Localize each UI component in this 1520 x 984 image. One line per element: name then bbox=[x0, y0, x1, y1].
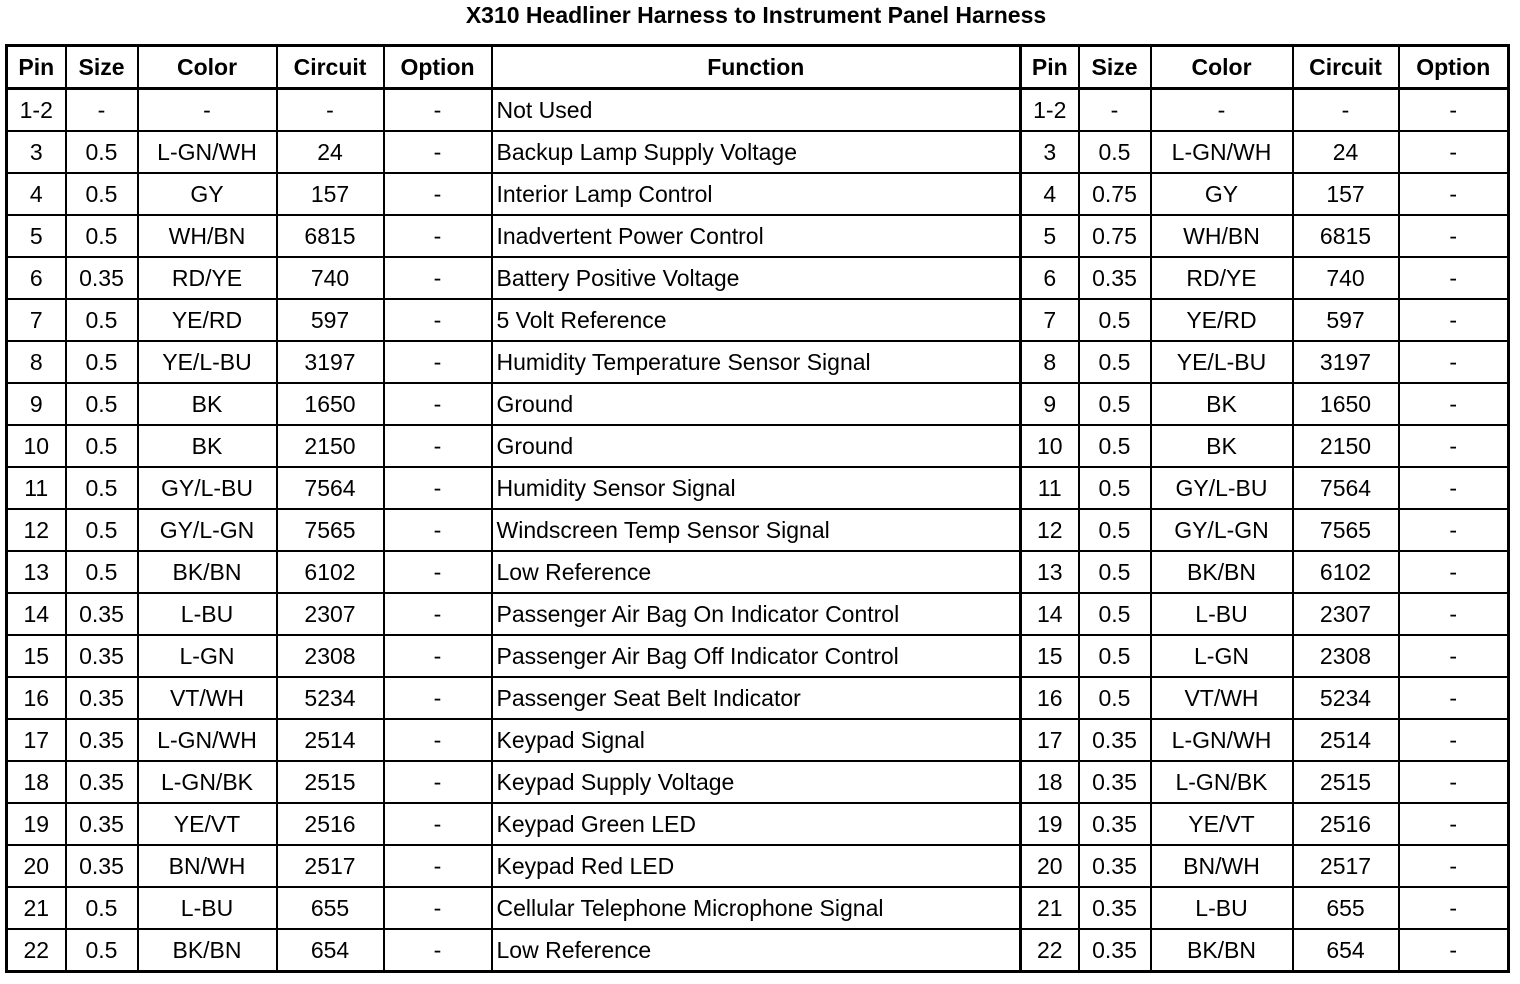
cell-size-2: 0.5 bbox=[1079, 467, 1151, 509]
cell-circuit-2: 24 bbox=[1293, 131, 1399, 173]
cell-color-2: WH/BN bbox=[1151, 215, 1293, 257]
table-row bbox=[7, 341, 1509, 383]
cell-size: 0.35 bbox=[66, 719, 138, 761]
cell-function: Backup Lamp Supply Voltage bbox=[492, 131, 1021, 173]
cell-circuit: 1650 bbox=[277, 383, 384, 425]
cell-circuit-2: 2308 bbox=[1293, 635, 1399, 677]
table-row bbox=[7, 845, 1509, 887]
cell-circuit-2: 5234 bbox=[1293, 677, 1399, 719]
cell-size: 0.5 bbox=[66, 929, 138, 972]
table-row bbox=[7, 551, 1509, 593]
cell-pin-2: 16 bbox=[1021, 677, 1079, 719]
cell-pin: 14 bbox=[7, 593, 66, 635]
cell-size-2: 0.75 bbox=[1079, 173, 1151, 215]
cell-color: L-GN/WH bbox=[138, 719, 277, 761]
cell-option: - bbox=[384, 887, 492, 929]
cell-size: 0.5 bbox=[66, 551, 138, 593]
cell-circuit: 597 bbox=[277, 299, 384, 341]
cell-option: - bbox=[384, 89, 492, 132]
cell-color: GY bbox=[138, 173, 277, 215]
cell-color: L-GN/BK bbox=[138, 761, 277, 803]
cell-pin-2: 14 bbox=[1021, 593, 1079, 635]
cell-size-2: 0.75 bbox=[1079, 215, 1151, 257]
table-row bbox=[7, 887, 1509, 929]
cell-size-2: 0.35 bbox=[1079, 803, 1151, 845]
cell-color: YE/VT bbox=[138, 803, 277, 845]
cell-pin-2: 9 bbox=[1021, 383, 1079, 425]
cell-size: 0.5 bbox=[66, 509, 138, 551]
header-row bbox=[7, 46, 1509, 89]
header-option: Option bbox=[384, 46, 492, 89]
cell-function: Low Reference bbox=[492, 551, 1021, 593]
cell-circuit: 2515 bbox=[277, 761, 384, 803]
cell-color: L-BU bbox=[138, 887, 277, 929]
table-row bbox=[7, 635, 1509, 677]
table-row bbox=[7, 803, 1509, 845]
cell-color-2: BN/WH bbox=[1151, 845, 1293, 887]
cell-pin-2: 6 bbox=[1021, 257, 1079, 299]
cell-pin: 6 bbox=[7, 257, 66, 299]
cell-option-2: - bbox=[1399, 551, 1509, 593]
cell-option-2: - bbox=[1399, 425, 1509, 467]
cell-option: - bbox=[384, 341, 492, 383]
cell-size-2: 0.5 bbox=[1079, 509, 1151, 551]
cell-circuit-2: 3197 bbox=[1293, 341, 1399, 383]
cell-option-2: - bbox=[1399, 635, 1509, 677]
cell-pin: 20 bbox=[7, 845, 66, 887]
cell-color-2: L-BU bbox=[1151, 593, 1293, 635]
cell-option: - bbox=[384, 509, 492, 551]
cell-size: 0.5 bbox=[66, 173, 138, 215]
cell-option: - bbox=[384, 845, 492, 887]
cell-size: - bbox=[66, 89, 138, 132]
cell-option-2: - bbox=[1399, 719, 1509, 761]
cell-pin: 1-2 bbox=[7, 89, 66, 132]
cell-size: 0.35 bbox=[66, 593, 138, 635]
cell-option: - bbox=[384, 719, 492, 761]
cell-pin-2: 18 bbox=[1021, 761, 1079, 803]
cell-circuit-2: 7565 bbox=[1293, 509, 1399, 551]
cell-function: Humidity Sensor Signal bbox=[492, 467, 1021, 509]
cell-pin-2: 21 bbox=[1021, 887, 1079, 929]
header-option-2: Option bbox=[1399, 46, 1509, 89]
cell-color-2: RD/YE bbox=[1151, 257, 1293, 299]
cell-pin-2: 15 bbox=[1021, 635, 1079, 677]
cell-color: WH/BN bbox=[138, 215, 277, 257]
cell-option-2: - bbox=[1399, 677, 1509, 719]
cell-pin-2: 1-2 bbox=[1021, 89, 1079, 132]
cell-size: 0.5 bbox=[66, 131, 138, 173]
cell-function: Windscreen Temp Sensor Signal bbox=[492, 509, 1021, 551]
cell-circuit: 24 bbox=[277, 131, 384, 173]
cell-circuit: 2307 bbox=[277, 593, 384, 635]
cell-circuit: 7564 bbox=[277, 467, 384, 509]
cell-pin-2: 17 bbox=[1021, 719, 1079, 761]
table-row bbox=[7, 425, 1509, 467]
cell-pin-2: 20 bbox=[1021, 845, 1079, 887]
header-circuit-2: Circuit bbox=[1293, 46, 1399, 89]
cell-circuit: 6815 bbox=[277, 215, 384, 257]
cell-circuit: 3197 bbox=[277, 341, 384, 383]
cell-size: 0.5 bbox=[66, 425, 138, 467]
cell-pin: 7 bbox=[7, 299, 66, 341]
cell-size-2: 0.5 bbox=[1079, 341, 1151, 383]
cell-circuit: 157 bbox=[277, 173, 384, 215]
cell-color-2: GY/L-GN bbox=[1151, 509, 1293, 551]
cell-color-2: L-GN bbox=[1151, 635, 1293, 677]
cell-function: Passenger Air Bag Off Indicator Control bbox=[492, 635, 1021, 677]
cell-size-2: 0.35 bbox=[1079, 257, 1151, 299]
cell-pin: 3 bbox=[7, 131, 66, 173]
cell-option-2: - bbox=[1399, 89, 1509, 132]
table-row bbox=[7, 383, 1509, 425]
cell-pin: 5 bbox=[7, 215, 66, 257]
cell-option: - bbox=[384, 635, 492, 677]
cell-color-2: GY/L-BU bbox=[1151, 467, 1293, 509]
cell-color: L-BU bbox=[138, 593, 277, 635]
cell-pin-2: 19 bbox=[1021, 803, 1079, 845]
cell-size: 0.35 bbox=[66, 803, 138, 845]
cell-circuit-2: 157 bbox=[1293, 173, 1399, 215]
cell-pin-2: 7 bbox=[1021, 299, 1079, 341]
cell-size-2: 0.35 bbox=[1079, 761, 1151, 803]
cell-size-2: 0.35 bbox=[1079, 719, 1151, 761]
cell-color: BK/BN bbox=[138, 929, 277, 972]
cell-circuit-2: 654 bbox=[1293, 929, 1399, 972]
cell-size-2: 0.5 bbox=[1079, 383, 1151, 425]
header-function: Function bbox=[492, 46, 1021, 89]
cell-option: - bbox=[384, 593, 492, 635]
cell-option: - bbox=[384, 803, 492, 845]
cell-circuit-2: 2514 bbox=[1293, 719, 1399, 761]
cell-pin: 16 bbox=[7, 677, 66, 719]
table-row bbox=[7, 215, 1509, 257]
cell-circuit-2: 6102 bbox=[1293, 551, 1399, 593]
cell-option: - bbox=[384, 383, 492, 425]
cell-function: Inadvertent Power Control bbox=[492, 215, 1021, 257]
cell-pin: 15 bbox=[7, 635, 66, 677]
cell-size-2: 0.5 bbox=[1079, 299, 1151, 341]
cell-size: 0.5 bbox=[66, 215, 138, 257]
table-row bbox=[7, 509, 1509, 551]
cell-size: 0.35 bbox=[66, 761, 138, 803]
cell-size: 0.5 bbox=[66, 299, 138, 341]
cell-function: Ground bbox=[492, 425, 1021, 467]
cell-color-2: YE/L-BU bbox=[1151, 341, 1293, 383]
cell-color: - bbox=[138, 89, 277, 132]
cell-option: - bbox=[384, 173, 492, 215]
cell-option-2: - bbox=[1399, 341, 1509, 383]
cell-circuit: 5234 bbox=[277, 677, 384, 719]
cell-size-2: 0.5 bbox=[1079, 593, 1151, 635]
cell-circuit: 2308 bbox=[277, 635, 384, 677]
page-title: X310 Headliner Harness to Instrument Panel Harness bbox=[465, 2, 1047, 28]
cell-size-2: 0.5 bbox=[1079, 425, 1151, 467]
cell-pin-2: 22 bbox=[1021, 929, 1079, 972]
table-row bbox=[7, 257, 1509, 299]
cell-pin-2: 3 bbox=[1021, 131, 1079, 173]
cell-circuit-2: 740 bbox=[1293, 257, 1399, 299]
cell-size: 0.35 bbox=[66, 845, 138, 887]
cell-color: L-GN/WH bbox=[138, 131, 277, 173]
cell-function: Cellular Telephone Microphone Signal bbox=[492, 887, 1021, 929]
cell-size-2: 0.5 bbox=[1079, 635, 1151, 677]
cell-color: VT/WH bbox=[138, 677, 277, 719]
cell-color-2: GY bbox=[1151, 173, 1293, 215]
cell-circuit-2: 2517 bbox=[1293, 845, 1399, 887]
cell-circuit-2: 2516 bbox=[1293, 803, 1399, 845]
cell-pin: 18 bbox=[7, 761, 66, 803]
cell-function: Keypad Green LED bbox=[492, 803, 1021, 845]
cell-option: - bbox=[384, 257, 492, 299]
cell-option-2: - bbox=[1399, 131, 1509, 173]
cell-pin: 19 bbox=[7, 803, 66, 845]
cell-function: Keypad Signal bbox=[492, 719, 1021, 761]
cell-pin: 17 bbox=[7, 719, 66, 761]
cell-option: - bbox=[384, 467, 492, 509]
cell-function: Not Used bbox=[492, 89, 1021, 132]
cell-circuit: 2150 bbox=[277, 425, 384, 467]
cell-color: BK bbox=[138, 383, 277, 425]
cell-pin-2: 11 bbox=[1021, 467, 1079, 509]
cell-color: YE/L-BU bbox=[138, 341, 277, 383]
cell-pin: 9 bbox=[7, 383, 66, 425]
table-row bbox=[7, 677, 1509, 719]
cell-color-2: BK bbox=[1151, 425, 1293, 467]
cell-pin: 22 bbox=[7, 929, 66, 972]
cell-option-2: - bbox=[1399, 803, 1509, 845]
cell-function: Battery Positive Voltage bbox=[492, 257, 1021, 299]
cell-circuit-2: - bbox=[1293, 89, 1399, 132]
cell-size: 0.35 bbox=[66, 257, 138, 299]
cell-pin-2: 5 bbox=[1021, 215, 1079, 257]
cell-circuit: 2517 bbox=[277, 845, 384, 887]
cell-function: Humidity Temperature Sensor Signal bbox=[492, 341, 1021, 383]
table-row bbox=[7, 467, 1509, 509]
cell-color: YE/RD bbox=[138, 299, 277, 341]
table-row bbox=[7, 89, 1509, 132]
cell-color: RD/YE bbox=[138, 257, 277, 299]
cell-pin: 10 bbox=[7, 425, 66, 467]
cell-circuit-2: 2150 bbox=[1293, 425, 1399, 467]
cell-pin: 21 bbox=[7, 887, 66, 929]
cell-option-2: - bbox=[1399, 929, 1509, 972]
cell-color: GY/L-BU bbox=[138, 467, 277, 509]
table-row bbox=[7, 719, 1509, 761]
cell-function: Low Reference bbox=[492, 929, 1021, 972]
table-row bbox=[7, 929, 1509, 972]
cell-size-2: 0.35 bbox=[1079, 845, 1151, 887]
cell-size-2: 0.35 bbox=[1079, 887, 1151, 929]
cell-size: 0.35 bbox=[66, 677, 138, 719]
cell-option: - bbox=[384, 425, 492, 467]
cell-color: GY/L-GN bbox=[138, 509, 277, 551]
cell-size-2: 0.35 bbox=[1079, 929, 1151, 972]
cell-option: - bbox=[384, 299, 492, 341]
cell-function: Passenger Air Bag On Indicator Control bbox=[492, 593, 1021, 635]
cell-option-2: - bbox=[1399, 383, 1509, 425]
table-row bbox=[7, 299, 1509, 341]
cell-color-2: L-GN/WH bbox=[1151, 719, 1293, 761]
cell-color: L-GN bbox=[138, 635, 277, 677]
cell-circuit: 655 bbox=[277, 887, 384, 929]
cell-circuit-2: 7564 bbox=[1293, 467, 1399, 509]
cell-function: Keypad Red LED bbox=[492, 845, 1021, 887]
cell-circuit: 7565 bbox=[277, 509, 384, 551]
cell-color-2: L-GN/WH bbox=[1151, 131, 1293, 173]
cell-option-2: - bbox=[1399, 593, 1509, 635]
table-row bbox=[7, 593, 1509, 635]
cell-pin-2: 13 bbox=[1021, 551, 1079, 593]
cell-circuit: 2516 bbox=[277, 803, 384, 845]
header-size: Size bbox=[66, 46, 138, 89]
cell-circuit-2: 655 bbox=[1293, 887, 1399, 929]
cell-pin-2: 12 bbox=[1021, 509, 1079, 551]
cell-option: - bbox=[384, 551, 492, 593]
cell-size-2: - bbox=[1079, 89, 1151, 132]
cell-size: 0.5 bbox=[66, 467, 138, 509]
cell-pin: 4 bbox=[7, 173, 66, 215]
cell-color-2: BK/BN bbox=[1151, 929, 1293, 972]
cell-color-2: BK bbox=[1151, 383, 1293, 425]
cell-circuit: 6102 bbox=[277, 551, 384, 593]
cell-size-2: 0.5 bbox=[1079, 131, 1151, 173]
table-row bbox=[7, 173, 1509, 215]
cell-option: - bbox=[384, 761, 492, 803]
header-pin: Pin bbox=[7, 46, 66, 89]
table-row bbox=[7, 761, 1509, 803]
cell-option-2: - bbox=[1399, 887, 1509, 929]
cell-option-2: - bbox=[1399, 761, 1509, 803]
table-row bbox=[7, 131, 1509, 173]
cell-pin: 12 bbox=[7, 509, 66, 551]
cell-option-2: - bbox=[1399, 845, 1509, 887]
cell-function: Interior Lamp Control bbox=[492, 173, 1021, 215]
cell-option: - bbox=[384, 677, 492, 719]
cell-option-2: - bbox=[1399, 173, 1509, 215]
cell-pin: 11 bbox=[7, 467, 66, 509]
cell-option-2: - bbox=[1399, 299, 1509, 341]
cell-option-2: - bbox=[1399, 467, 1509, 509]
cell-pin-2: 8 bbox=[1021, 341, 1079, 383]
cell-pin: 8 bbox=[7, 341, 66, 383]
cell-circuit-2: 2515 bbox=[1293, 761, 1399, 803]
header-color-2: Color bbox=[1151, 46, 1293, 89]
harness-table bbox=[5, 44, 1510, 973]
header-circuit: Circuit bbox=[277, 46, 384, 89]
cell-circuit: - bbox=[277, 89, 384, 132]
cell-color: BK/BN bbox=[138, 551, 277, 593]
cell-color: BK bbox=[138, 425, 277, 467]
cell-function: Ground bbox=[492, 383, 1021, 425]
cell-circuit: 2514 bbox=[277, 719, 384, 761]
cell-color-2: BK/BN bbox=[1151, 551, 1293, 593]
cell-color-2: L-GN/BK bbox=[1151, 761, 1293, 803]
cell-function: 5 Volt Reference bbox=[492, 299, 1021, 341]
cell-circuit-2: 1650 bbox=[1293, 383, 1399, 425]
header-size-2: Size bbox=[1079, 46, 1151, 89]
cell-option: - bbox=[384, 929, 492, 972]
cell-option-2: - bbox=[1399, 509, 1509, 551]
cell-size: 0.5 bbox=[66, 383, 138, 425]
cell-pin-2: 4 bbox=[1021, 173, 1079, 215]
cell-function: Passenger Seat Belt Indicator bbox=[492, 677, 1021, 719]
cell-size: 0.35 bbox=[66, 635, 138, 677]
cell-size-2: 0.5 bbox=[1079, 551, 1151, 593]
cell-circuit-2: 2307 bbox=[1293, 593, 1399, 635]
cell-circuit: 654 bbox=[277, 929, 384, 972]
cell-function: Keypad Supply Voltage bbox=[492, 761, 1021, 803]
cell-circuit-2: 6815 bbox=[1293, 215, 1399, 257]
cell-option-2: - bbox=[1399, 257, 1509, 299]
cell-color-2: YE/RD bbox=[1151, 299, 1293, 341]
cell-size: 0.5 bbox=[66, 341, 138, 383]
cell-size-2: 0.5 bbox=[1079, 677, 1151, 719]
header-pin-2: Pin bbox=[1021, 46, 1079, 89]
cell-circuit: 740 bbox=[277, 257, 384, 299]
cell-color-2: L-BU bbox=[1151, 887, 1293, 929]
cell-option: - bbox=[384, 131, 492, 173]
cell-circuit-2: 597 bbox=[1293, 299, 1399, 341]
cell-color-2: YE/VT bbox=[1151, 803, 1293, 845]
cell-size: 0.5 bbox=[66, 887, 138, 929]
cell-color: BN/WH bbox=[138, 845, 277, 887]
cell-option: - bbox=[384, 215, 492, 257]
cell-pin-2: 10 bbox=[1021, 425, 1079, 467]
cell-option-2: - bbox=[1399, 215, 1509, 257]
cell-color-2: VT/WH bbox=[1151, 677, 1293, 719]
header-color: Color bbox=[138, 46, 277, 89]
cell-color-2: - bbox=[1151, 89, 1293, 132]
cell-pin: 13 bbox=[7, 551, 66, 593]
